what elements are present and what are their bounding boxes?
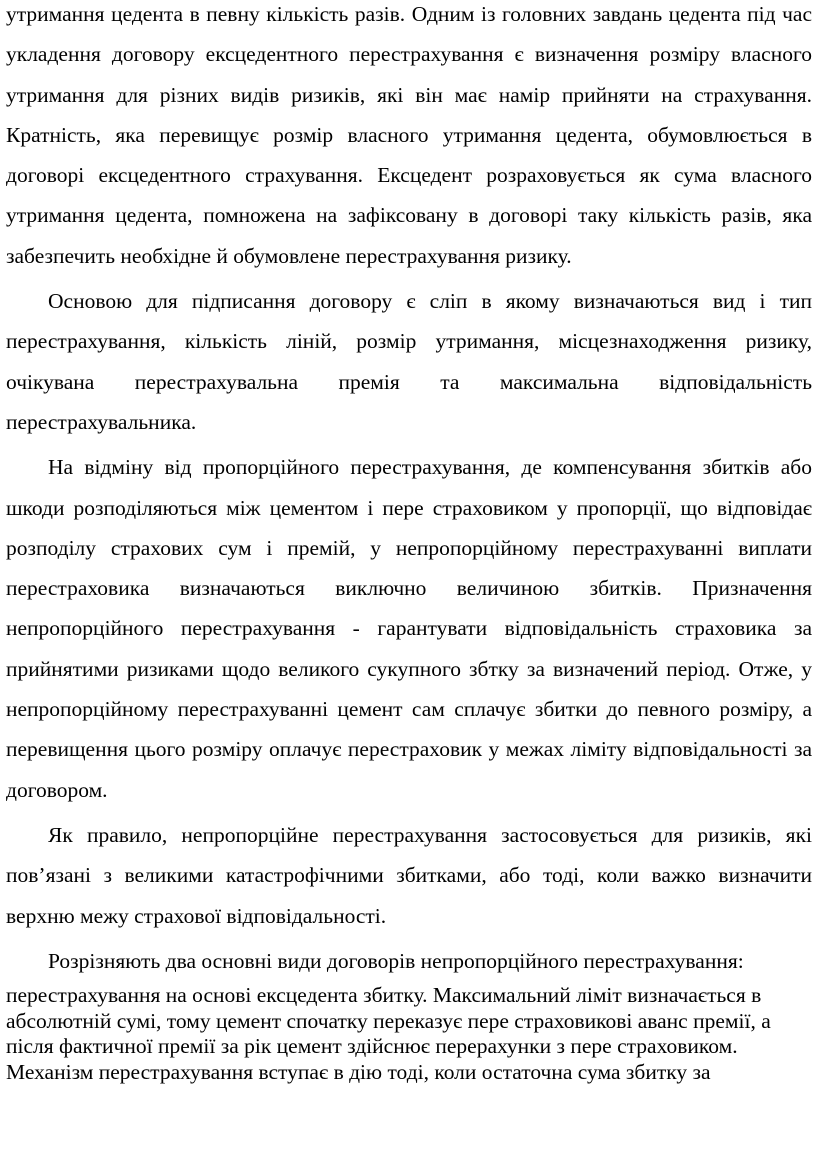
paragraph-4: Як правило, непропорційне перестрахування застосовується для ризиків, які пов’язані з великими катастрофічними збитками, або тоді, коли важко визначити верхню межу страхової відповідальності.: [6, 822, 812, 928]
paragraph-1: утримання цедента в певну кількість разів. Одним із головних завдань цедента під час укладення договору ексцедентного перестрахування є визначення розміру власного утримання для різних видів ризиків, які він має намір прийняти на страхування. Кратність, яка перевищує розмір власного утримання цедента, обумовлюється в договорі ексцедентного страхування. Ексцедент розраховується як сума власного утримання цедента, помножена на зафіксовану в договорі таку кількість разів, яка забезпечить необхідне й обумовлене перестрахування ризику.: [6, 2, 812, 268]
paragraph-2: Основою для підписання договору є сліп в якому визначаються вид і тип перестрахування, кількість ліній, розмір утримання, місцезнаходження ризику, очікувана перестрахувальна премія та максимальна відповідальність перестрахувальника.: [6, 289, 812, 434]
paragraph-5: Розрізняють два основні види договорів непропорційного перестрахування:: [48, 948, 744, 973]
tail-paragraph: перестрахування на основі ексцедента збитку. Максимальний ліміт визначається в абсолютній сумі, тому цемент спочатку переказує пере страховикові аванс премії, а після фактичної премії за рік цемент здійснює перерахунки з пере страховиком. Механізм перестрахування вступає в дію тоді, коли остаточна сума збитку за: [6, 983, 771, 1084]
paragraph-3: На відміну від пропорційного перестрахування, де компенсування збитків або шкоди розподіляються між цементом і пере страховиком у пропорції, що відповідає розподілу страхових сум і премій, у непропорційному перестрахуванні виплати перестраховика визначаються виключно величиною збитків. Призначення непропорційного перестрахування - гарантувати відповідальність страховика за прийнятими ризиками щодо великого сукупного збтку за визначений період. Отже, у непропорційному перестрахуванні цемент сам сплачує збитки до певного розміру, а перевищення цього розміру оплачує перестраховик у межах ліміту відповідальності за договором.: [6, 455, 812, 802]
document-page: [6, 0, 812, 1085]
